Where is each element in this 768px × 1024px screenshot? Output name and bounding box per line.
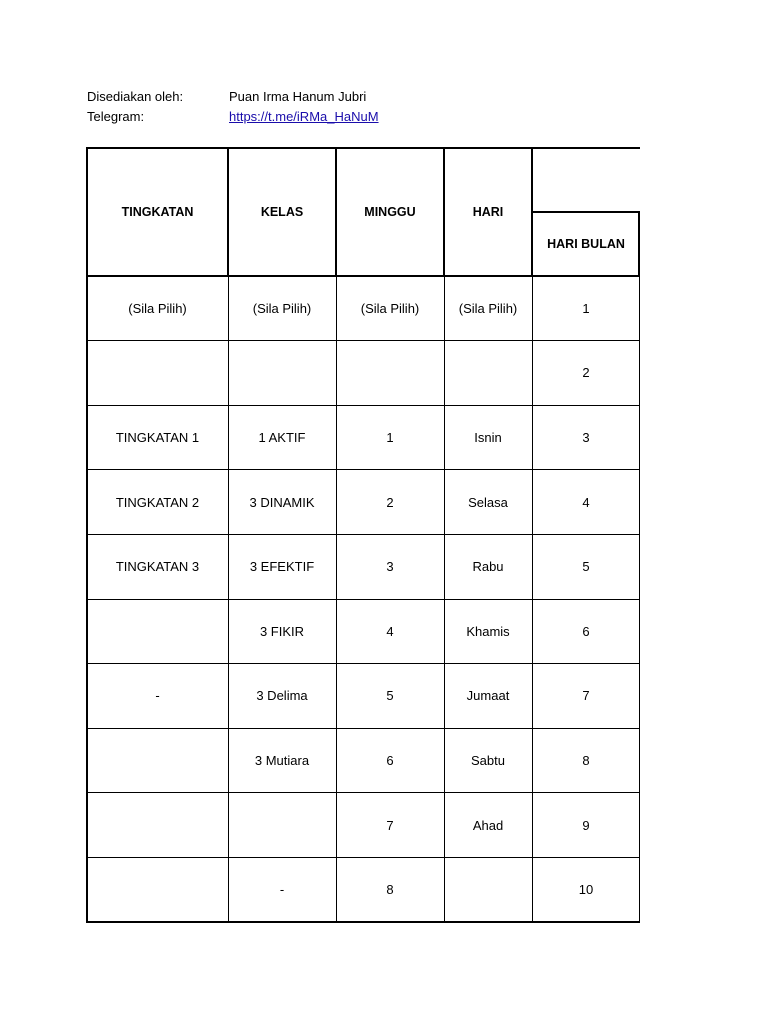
cell-hari-bulan[interactable]: 4 [582,494,590,510]
cell-minggu[interactable]: 2 [386,494,394,510]
column-divider [639,276,640,922]
cell-hari[interactable]: Sabtu [471,752,505,768]
cell-minggu[interactable]: 4 [386,623,394,639]
cell-hari[interactable]: Rabu [472,559,504,575]
telegram-link[interactable]: https://t.me/iRMa_HaNuM [229,109,379,124]
column-divider [444,276,445,922]
cell-hari-bulan[interactable]: 10 [578,882,594,898]
cell-kelas[interactable]: - [279,882,285,898]
cell-kelas[interactable]: 3 Delima [256,688,308,704]
cell-hari[interactable]: Isnin [474,429,502,445]
cell-tingkatan[interactable] [87,341,228,406]
header-hari: HARI [472,205,504,219]
row-divider [86,663,640,664]
cell-hari[interactable]: Ahad [472,817,504,833]
row-divider [86,405,640,406]
cell-tingkatan[interactable] [87,599,228,664]
cell-hari[interactable]: Jumaat [466,688,510,704]
cell-tingkatan[interactable]: TINGKATAN 2 [115,494,200,510]
cell-hari-bulan[interactable]: 8 [582,752,590,768]
header-hari-bulan: HARI BULAN [547,237,625,251]
cell-hari-bulan[interactable]: 2 [582,365,590,381]
column-divider [532,276,533,922]
cell-hari-bulan[interactable]: 9 [582,817,590,833]
cell-kelas[interactable] [228,793,336,858]
header-column-border [335,148,338,276]
row-divider [86,534,640,535]
cell-kelas[interactable]: 3 Mutiara [254,752,310,768]
cell-kelas[interactable]: 3 FIKIR [259,623,305,639]
cell-hari[interactable]: Khamis [466,623,510,639]
cell-tingkatan[interactable]: (Sila Pilih) [128,300,187,316]
prepared-by-value: Puan Irma Hanum Jubri [229,89,367,104]
cell-tingkatan[interactable] [87,857,228,922]
header-bottom-border [86,275,640,278]
header-minggu: MINGGU [364,205,416,219]
row-divider [86,599,640,600]
column-divider [228,276,229,922]
header-column-border [227,148,230,276]
telegram-label: Telegram: [87,109,145,124]
row-divider [86,340,640,341]
table-top-border [86,147,640,150]
cell-minggu[interactable]: 7 [386,817,394,833]
cell-kelas[interactable]: 1 AKTIF [258,429,306,445]
cell-minggu[interactable]: 6 [386,752,394,768]
cell-kelas[interactable]: (Sila Pilih) [252,300,312,316]
row-divider [86,857,640,858]
cell-hari[interactable]: Selasa [468,494,508,510]
row-divider [86,792,640,793]
column-divider [336,276,337,922]
cell-tingkatan[interactable]: TINGKATAN 1 [115,429,200,445]
cell-tingkatan[interactable]: TINGKATAN 3 [115,559,200,575]
table-left-border [86,276,89,922]
cell-hari[interactable]: (Sila Pilih) [458,300,518,316]
subheader-border [532,211,640,214]
cell-tingkatan[interactable] [87,793,228,858]
cell-minggu[interactable]: 8 [386,882,394,898]
row-divider [86,469,640,470]
header-column-border [443,148,446,276]
header-tingkatan: TINGKATAN [121,205,194,219]
cell-minggu[interactable]: (Sila Pilih) [360,300,420,316]
cell-kelas[interactable]: 3 EFEKTIF [249,559,315,575]
cell-hari-bulan[interactable]: 6 [582,623,590,639]
cell-kelas[interactable] [228,341,336,406]
header-column-border [638,212,641,276]
row-divider [86,728,640,729]
cell-minggu[interactable]: 5 [386,688,394,704]
cell-tingkatan[interactable]: - [155,688,160,704]
cell-minggu[interactable] [336,341,444,406]
cell-hari[interactable] [444,341,532,406]
cell-kelas[interactable]: 3 DINAMIK [249,494,315,510]
cell-hari[interactable] [444,857,532,922]
table-bottom-border [86,921,640,923]
cell-hari-bulan[interactable]: 7 [582,688,590,704]
cell-minggu[interactable]: 1 [386,429,394,445]
cell-hari-bulan[interactable]: 5 [582,559,590,575]
cell-hari-bulan[interactable]: 3 [582,429,590,445]
cell-tingkatan[interactable] [87,728,228,793]
header-kelas: KELAS [260,205,304,219]
header-column-border [86,148,89,276]
prepared-by-label: Disediakan oleh: [87,89,184,104]
header-column-border [531,212,534,276]
cell-minggu[interactable]: 3 [386,559,394,575]
cell-hari-bulan[interactable]: 1 [582,300,590,316]
